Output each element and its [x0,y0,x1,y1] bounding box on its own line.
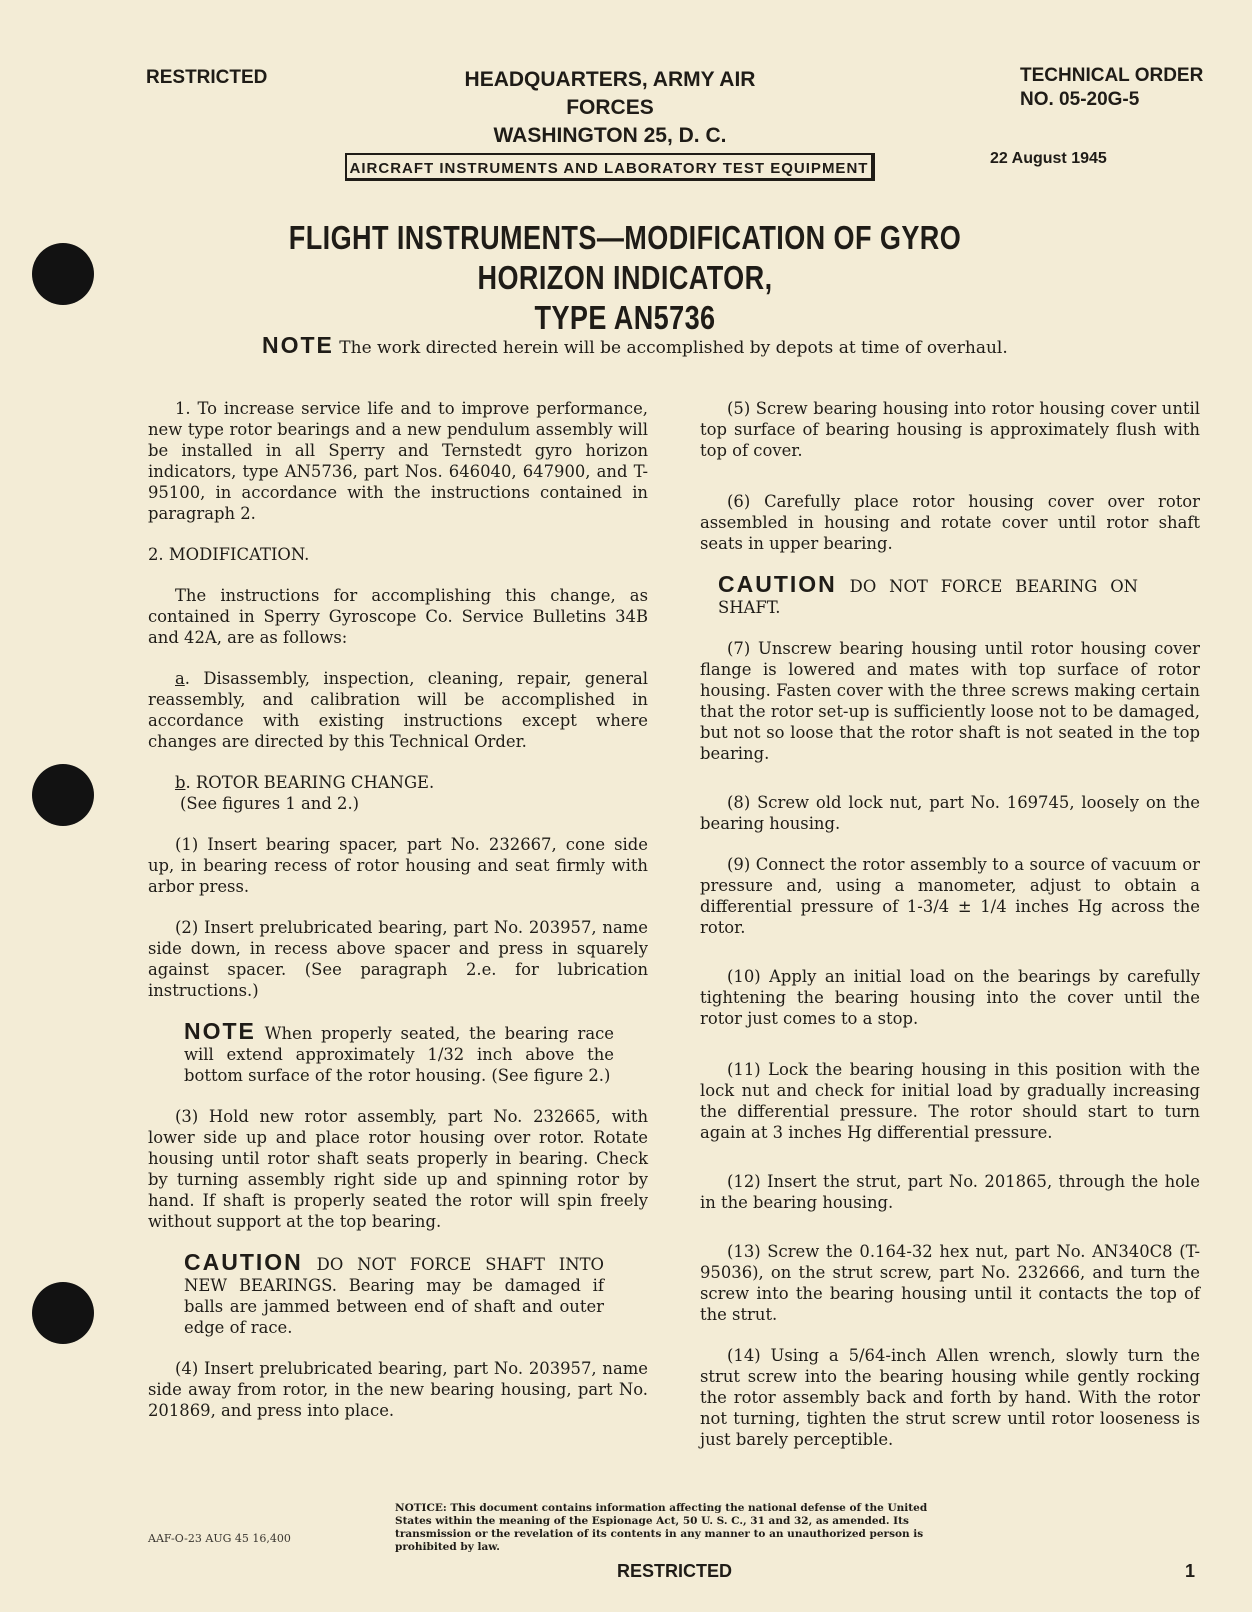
figure-reference: (See figures 1 and 2.) [180,794,360,813]
caution-block [718,571,1138,618]
page-number: 1 [1185,1561,1196,1581]
issue-date: 22 August 1945 [990,150,1107,167]
step-12: (12) Insert the strut, part No. 201865, through the hole in the bearing housing. [700,1172,1200,1212]
paragraph-1: 1. To increase service life and to improve performance, new type rotor bearings and a new pendulum assembly will be installed in all Sperry and Ternstedt gyro horizon indicators, type AN5736, part Nos. 646040, 647900, and T-95100, in accordance with the instructions contained in paragraph 2. [148,399,648,523]
to-number: NO. 05-20G-5 [1020,89,1140,110]
step-14: (14) Using a 5/64-inch Allen wrench, slowly turn the strut screw into the bearing housing while gently rocking the rotor assembly back and forth by hand. With the rotor not turning, tighten the strut screw until rotor looseness is just barely perceptible. [700,1346,1200,1449]
top-note [262,332,1008,359]
item-letter: b [175,773,186,792]
step-13: (13) Screw the 0.164-32 hex nut, part No. AN340C8 (T-95036), on the strut screw, part No. 232666, and turn the screw into the bearing housing until it contacts the top of the strut. [700,1242,1200,1324]
caution-tag: CAUTION [718,571,837,597]
step-10: (10) Apply an initial load on the bearings by carefully tightening the bearing housing into the cover until the rotor just comes to a stop. [700,967,1200,1028]
step-8: (8) Screw old lock nut, part No. 169745, loosely on the bearing housing. [700,793,1200,833]
note-text: When properly seated, the bearing race will extend approximately 1/32 inch above the bottom surface of the rotor housing. (See figure 2.) [184,1024,614,1085]
binder-hole [32,764,94,826]
classification-header: RESTRICTED [146,67,268,88]
paragraph-a [148,668,648,752]
note-text: The work directed herein will be accomplished by depots at time of overhaul. [339,338,1008,358]
print-code: AAF-O-23 AUG 45 16,400 [148,1532,291,1545]
authority-line: HEADQUARTERS, ARMY AIR FORCES [464,68,756,119]
technical-order-id [1020,64,1203,112]
step-4: (4) Insert prelubricated bearing, part No. 203957, name side away from rotor, in the new bearing housing, part No. 201869, and press into place. [148,1359,648,1420]
caution-text: DO NOT FORCE SHAFT INTO NEW BEARINGS. Bearing may be damaged if balls are jammed between end of shaft and outer edge of race. [184,1255,604,1337]
authority-line: WASHINGTON 25, D. C. [493,124,727,147]
binder-hole [32,1282,94,1344]
binder-hole [32,243,94,305]
note-tag: NOTE [184,1018,256,1044]
to-label: TECHNICAL ORDER [1020,65,1204,86]
title-line: TYPE AN5736 [534,299,716,336]
left-column [148,398,648,1441]
note-tag: NOTE [262,332,334,358]
classification-footer: RESTRICTED [617,1561,733,1581]
step-2: (2) Insert prelubricated bearing, part No. 203957, name side down, in recess above spacer and press in squarely against spacer. (See paragraph 2.e. for lubrication instructions.) [148,918,648,1000]
caution-tag: CAUTION [184,1249,303,1275]
item-letter: a [175,669,185,688]
right-column [700,398,1200,1470]
item-title: . ROTOR BEARING CHANGE. [185,773,435,792]
paragraph-intro: The instructions for accomplishing this change, as contained in Sperry Gyroscope Co. Service Bulletins 34B and 42A, are as follows: [148,586,648,647]
step-7: (7) Unscrew bearing housing until rotor housing cover flange is lowered and mates with top surface of rotor housing. Fasten cover with the three screws making certain that the rotor set-up is sufficiently loose not to be damaged, but not so loose that the rotor shaft is not seated in the top bearing. [700,639,1200,763]
step-1: (1) Insert bearing spacer, part No. 232667, cone side up, in bearing recess of rotor housing and seat firmly with arbor press. [148,835,648,896]
item-text: . Disassembly, inspection, cleaning, repair, general reassembly, and calibration will be accomplished in accordance with existing instructions except where changes are directed by this Technical Order. [148,669,648,751]
caution-text: DO NOT FORCE BEARING ON SHAFT. [718,577,1138,617]
document-title [236,218,1015,338]
step-3: (3) Hold new rotor assembly, part No. 232665, with lower side up and place rotor housing over rotor. Rotate housing until rotor shaft seats properly in bearing. Check by turning assembly right side up and spinning rotor by hand. If shaft is properly seated the rotor will spin freely without support at the top bearing. [148,1107,648,1231]
paragraph-b [148,772,648,814]
caution-block [184,1249,604,1338]
category-box: AIRCRAFT INSTRUMENTS AND LABORATORY TEST EQUIPMENT [345,153,875,181]
section-heading: 2. MODIFICATION. [148,545,310,564]
step-5: (5) Screw bearing housing into rotor housing cover until top surface of bearing housing is approximately flush with top of cover. [700,399,1200,460]
note-block [184,1018,614,1086]
step-11: (11) Lock the bearing housing in this position with the lock nut and check for initial load by gradually increasing the differential pressure. The rotor should start to turn again at 3 inches Hg differential pressure. [700,1060,1200,1142]
security-notice: NOTICE: This document contains information affecting the national defense of the United States within the meaning of the Espionage Act, 50 U. S. C., 31 and 32, as amended. Its transmission or the revelation of its contents in any manner to an unauthorized person is prohibited by law. [395,1502,928,1553]
title-line: FLIGHT INSTRUMENTS—MODIFICATION OF GYRO HORIZON INDICATOR, [288,219,962,296]
step-9: (9) Connect the rotor assembly to a source of vacuum or pressure and, using a manometer, adjust to obtain a differential pressure of 1-3/4 ± 1/4 inches Hg across the rotor. [700,855,1200,937]
step-6: (6) Carefully place rotor housing cover over rotor assembled in housing and rotate cover until rotor shaft seats in upper bearing. [700,492,1200,553]
issuing-authority [440,66,780,150]
